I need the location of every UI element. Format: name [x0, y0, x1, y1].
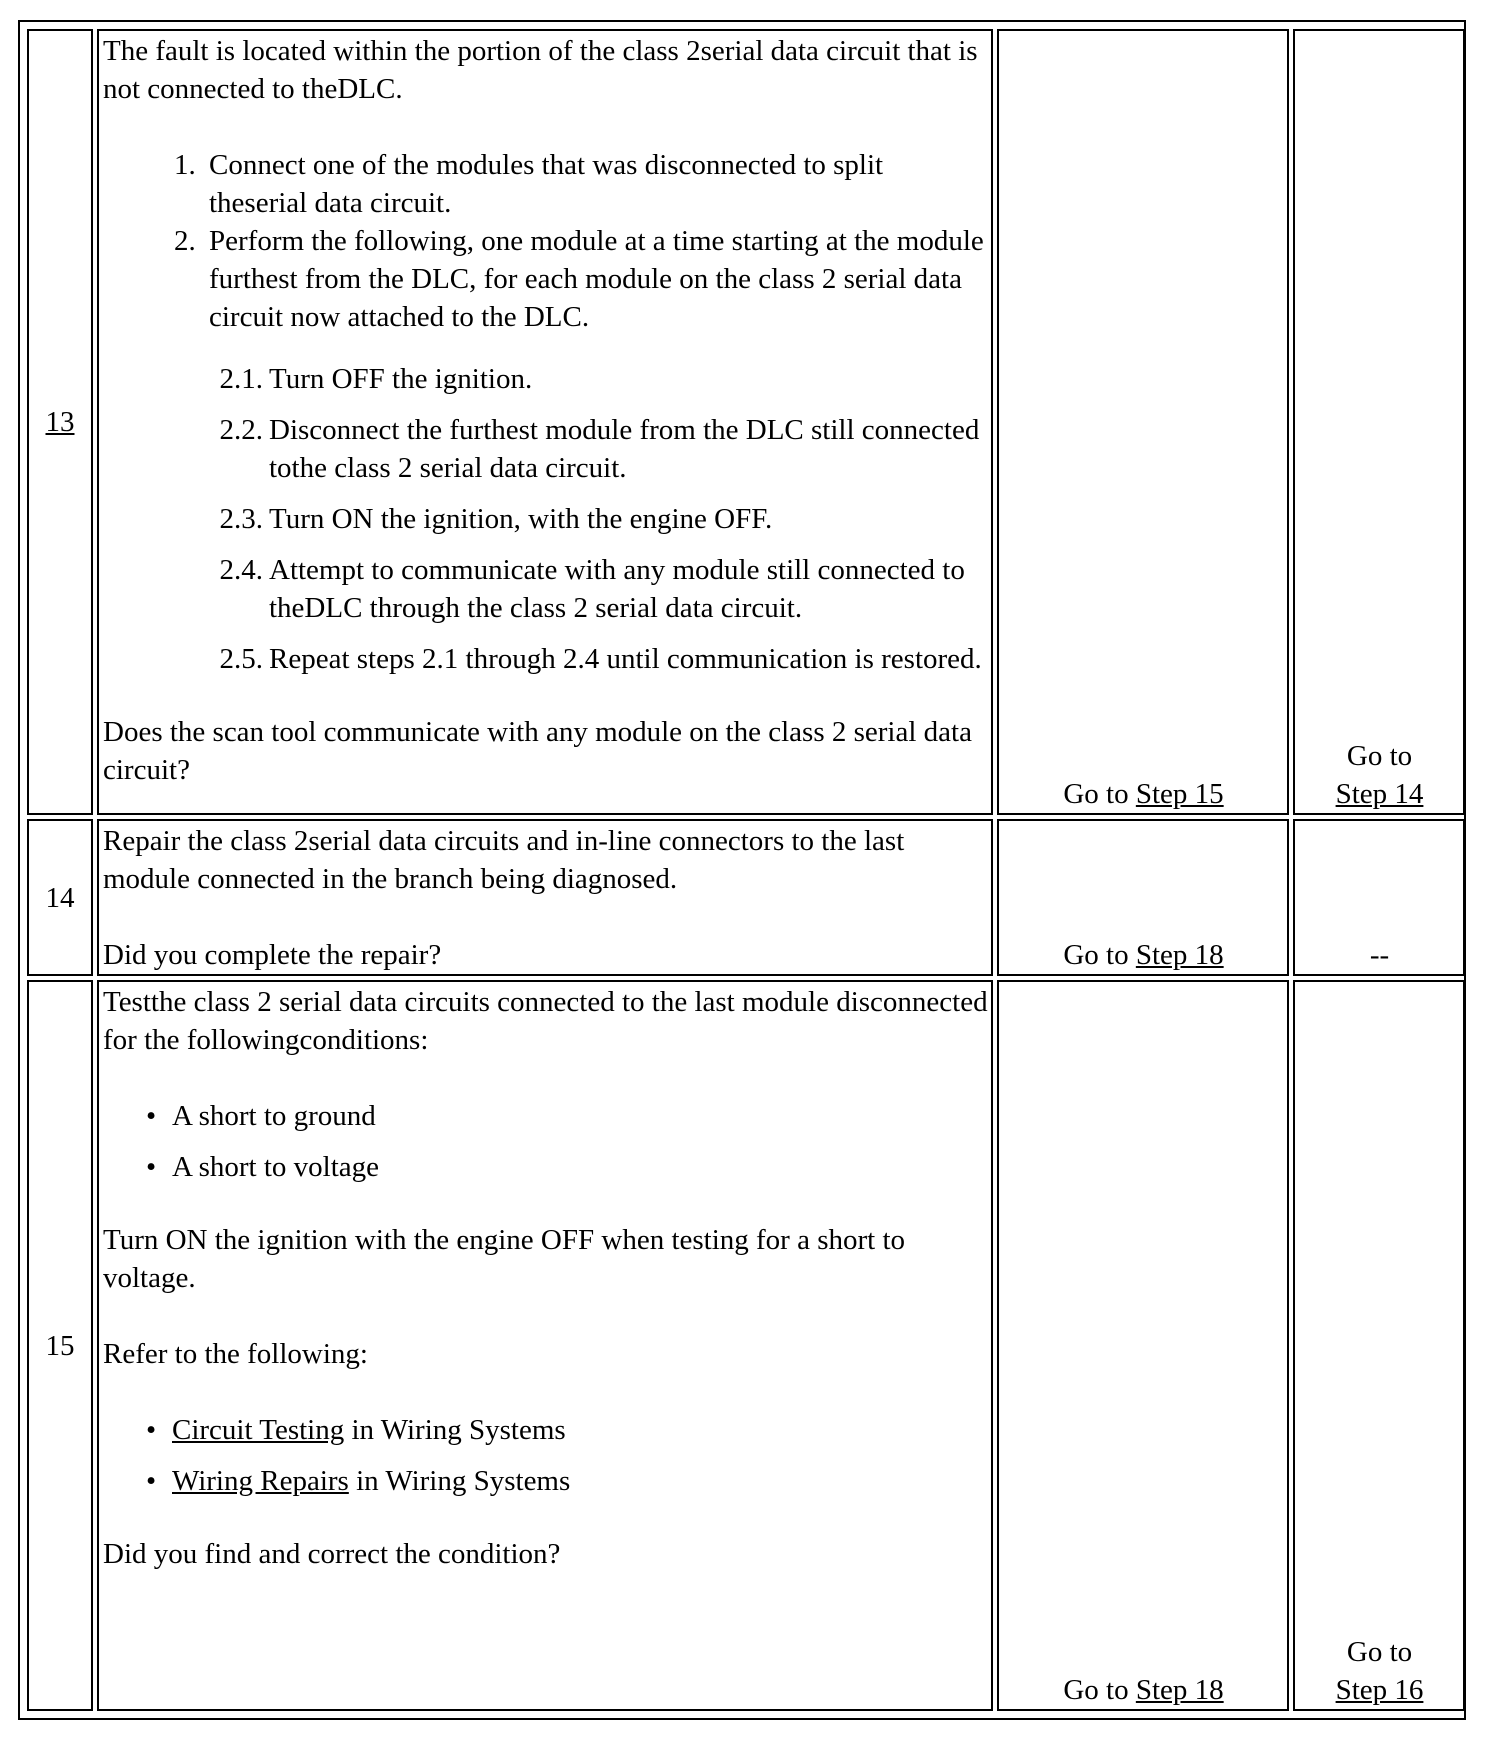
list-item: 2. Perform the following, one module at a time starting at the module furthest from the DLC, for each module on the class 2 serial data circuit now attached to the DLC. — [203, 222, 988, 336]
step-number-cell — [27, 819, 93, 976]
step-note: Turn ON the ignition with the engine OFF when testing for a short to voltage. — [103, 1224, 906, 1294]
step-13-link[interactable]: 13 — [45, 406, 75, 438]
sub-list-item: 2.1. Turn OFF the ignition. — [219, 363, 533, 395]
step-row-15 — [27, 980, 1465, 1711]
reference-item: • Circuit Testing in Wiring Systems — [172, 1411, 988, 1449]
step-question: Does the scan tool communicate with any module on the class 2 serial data circuit? — [103, 716, 972, 786]
refer-text: Refer to the following: — [103, 1338, 368, 1370]
no-prefix: Go to — [1346, 740, 1413, 772]
step-number: 14 — [45, 881, 75, 914]
sub-list-item: 2.3. Turn ON the ignition, with the engine OFF. — [219, 503, 773, 535]
diagnostic-steps-table — [23, 25, 1469, 1715]
step-number-cell — [27, 29, 93, 815]
action-cell — [97, 819, 993, 976]
sub-list-item: 2.4. Attempt to communicate with any module still connected to theDLC through the class 2 serial data circuit. — [219, 554, 965, 624]
yes-result-cell — [997, 819, 1289, 976]
yes-prefix: Go to — [1063, 939, 1129, 971]
step-question: Did you find and correct the condition? — [103, 1538, 561, 1570]
goto-step-16-link[interactable]: Step 16 — [1335, 1674, 1424, 1706]
yes-result-cell — [997, 980, 1289, 1711]
step-row-14 — [27, 819, 1465, 976]
step-intro: Repair the class 2serial data circuits and in-line connectors to the last module connected in the branch being diagnosed. — [103, 825, 905, 895]
goto-step-14-link[interactable]: Step 14 — [1335, 778, 1424, 810]
no-result-cell — [1293, 819, 1465, 976]
list-item: • A short to ground — [172, 1097, 988, 1135]
step-row-13 — [27, 29, 1465, 815]
procedure-list — [103, 146, 988, 336]
step-intro: Testthe class 2 serial data circuits connected to the last module disconnected for the followingconditions: — [103, 986, 988, 1056]
no-result-cell — [1293, 980, 1465, 1711]
condition-list — [103, 1097, 988, 1186]
sub-list-item: 2.5. Repeat steps 2.1 through 2.4 until communication is restored. — [219, 643, 982, 675]
diagnostic-table-frame — [18, 20, 1466, 1720]
reference-list — [103, 1411, 988, 1500]
yes-prefix: Go to — [1063, 778, 1129, 810]
no-prefix: Go to — [1346, 1636, 1413, 1668]
yes-result-cell — [997, 29, 1289, 815]
circuit-testing-link[interactable]: Circuit Testing — [172, 1414, 345, 1446]
wiring-repairs-link[interactable]: Wiring Repairs — [172, 1465, 349, 1497]
step-question: Did you complete the repair? — [103, 939, 442, 971]
action-cell — [97, 980, 993, 1711]
goto-step-18-link[interactable]: Step 18 — [1135, 1674, 1224, 1706]
goto-step-18-link[interactable]: Step 18 — [1135, 939, 1224, 971]
goto-step-15-link[interactable]: Step 15 — [1135, 778, 1224, 810]
sub-procedure-list — [103, 360, 988, 678]
step-intro: The fault is located within the portion of the class 2serial data circuit that is not connected to theDLC. — [103, 35, 978, 105]
list-item: • A short to voltage — [172, 1148, 988, 1186]
yes-prefix: Go to — [1063, 1674, 1129, 1706]
sub-list-item: 2.2. Disconnect the furthest module from the DLC still connected tothe class 2 serial data circuit. — [219, 414, 980, 484]
step-number-cell — [27, 980, 93, 1711]
step-number: 15 — [45, 1329, 75, 1362]
reference-item: • Wiring Repairs in Wiring Systems — [172, 1462, 988, 1500]
action-cell — [97, 29, 993, 815]
no-result-text: -- — [1369, 939, 1390, 971]
list-item: 1. Connect one of the modules that was disconnected to split theserial data circuit. — [203, 146, 988, 222]
no-result-cell — [1293, 29, 1465, 815]
